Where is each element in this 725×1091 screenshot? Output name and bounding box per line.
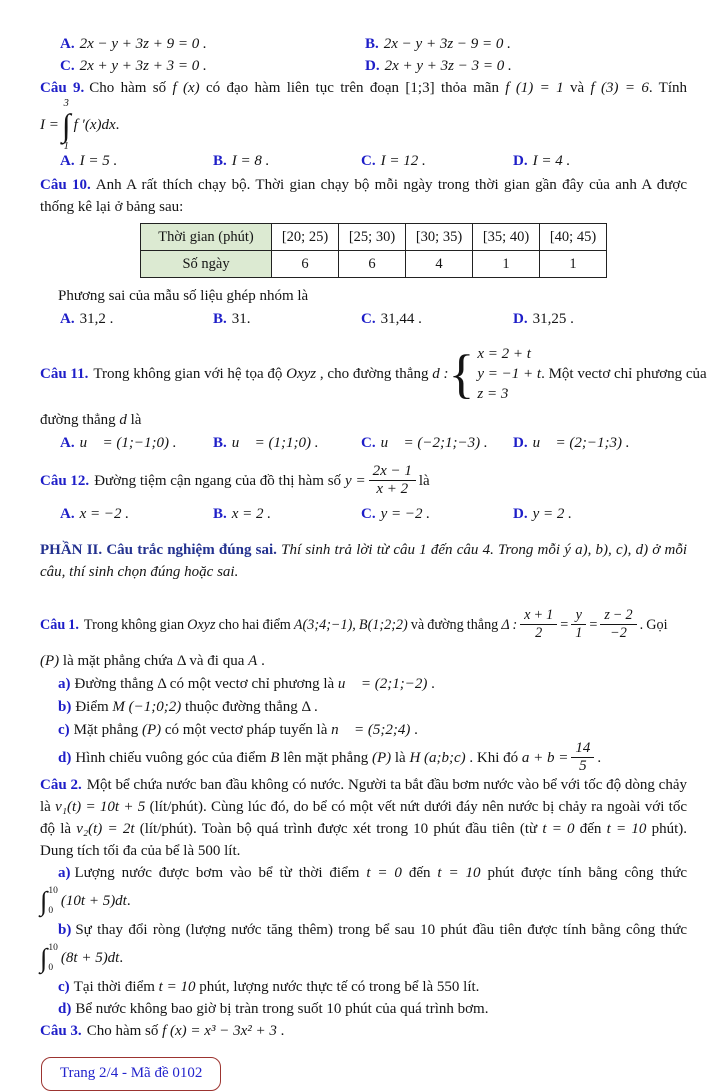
integrand: (10t + 5)dt xyxy=(60,892,127,909)
math-run: t = 0 xyxy=(366,865,402,881)
option-letter: A. xyxy=(60,435,75,451)
text-run: . xyxy=(410,722,418,738)
text-run: thuộc đường thẳng Δ . xyxy=(181,699,318,715)
option-text: 2x + y + 3z − 3 = 0 . xyxy=(384,58,512,74)
math-run: n⃗ = (5;2;4) xyxy=(331,722,411,738)
fraction-3 xyxy=(600,607,636,642)
text-run: Trong không gian xyxy=(83,616,188,633)
option-text: 31,2 . xyxy=(79,311,114,327)
option-text: 2x − y + 3z + 9 = 0 . xyxy=(79,36,207,52)
integral-lhs: I = xyxy=(40,116,59,133)
stem-right: . Một vectơ chỉ phương của xyxy=(541,365,707,382)
denominator: 2 xyxy=(535,624,543,641)
math-run: t = 0 xyxy=(542,821,575,837)
question-label: Câu 2. xyxy=(40,777,82,793)
question-11-stem xyxy=(40,339,707,409)
question-12-options xyxy=(40,503,687,525)
question-11 xyxy=(40,339,707,455)
table-header-cell: Thời gian (phút) xyxy=(141,224,272,251)
text-run: [1;3] xyxy=(405,80,435,96)
statement-marker: a) xyxy=(58,865,71,881)
numerator: 2x − 1 xyxy=(369,463,416,481)
question-9-stem xyxy=(40,77,687,99)
table-cell: 6 xyxy=(339,251,406,278)
text-run: . xyxy=(257,653,265,669)
integral-symbol xyxy=(40,943,58,973)
question-1-stem-line2 xyxy=(40,649,687,673)
math-run: v₁(t) = 10t + 5 xyxy=(55,799,146,815)
part2-instruction: Thí sinh trả lời từ câu 1 đến câu 4. Trong mỗi ý a), b), c), d) ở mỗi câu, thí sinh chọn đúng hoặc sai. xyxy=(40,542,687,580)
table-cell: 1 xyxy=(473,251,540,278)
option-d xyxy=(513,150,687,172)
text-run: và xyxy=(563,80,591,96)
option-text: x = −2 . xyxy=(79,506,129,522)
numerator: y xyxy=(571,607,586,625)
option-letter: D. xyxy=(513,311,528,327)
period: . xyxy=(119,949,124,966)
option-letter: D. xyxy=(513,435,528,451)
option-text: I = 5 . xyxy=(79,153,118,169)
option-text: 2x + y + 3z + 3 = 0 . xyxy=(79,58,207,74)
text-run: có một vectơ pháp tuyến là xyxy=(161,722,332,738)
math-run: (P) xyxy=(141,722,162,738)
left-brace: { xyxy=(448,344,475,404)
option-b xyxy=(213,308,361,330)
option-letter: D. xyxy=(513,153,528,169)
option-letter: A. xyxy=(60,153,75,169)
stem-tail: . Gọi xyxy=(639,616,668,633)
math-run: u⃗ = (2;1;−2) xyxy=(337,676,428,692)
option-letter: C. xyxy=(361,153,376,169)
integral-lower-bound: 0 xyxy=(48,963,54,973)
statement-d xyxy=(40,739,687,774)
page-number-label: Trang 2/4 - Mã đề 0102 xyxy=(60,1065,203,1081)
table-cell: 1 xyxy=(540,251,607,278)
statement-marker: d) xyxy=(58,1001,72,1017)
option-text: y = 2 . xyxy=(532,506,572,522)
option-text: u⃗ = (1;−1;0) . xyxy=(79,435,177,451)
math-run: f (1) = 1 xyxy=(505,80,564,96)
text-run: phút được tính bằng công thức xyxy=(480,865,687,881)
stem-text xyxy=(84,617,517,634)
text-run: Lượng nước được bơm vào bể từ thời điểm xyxy=(74,865,367,881)
integral-lower-bound: 0 xyxy=(48,906,54,916)
option-a xyxy=(60,150,213,172)
option-text: I = 8 . xyxy=(231,153,270,169)
text-run: có đạo hàm liên tục trên đoạn xyxy=(199,80,406,96)
integral-bounds xyxy=(47,943,58,973)
text-run: Tại thời điểm xyxy=(73,979,159,995)
equation-lhs: y = xyxy=(345,472,366,489)
text-run: cho hai điểm xyxy=(215,616,294,633)
math-run: (P) xyxy=(40,653,60,669)
text-run: phút, lượng nước thực tế có trong bể là 550 lít. xyxy=(195,979,480,995)
period: . xyxy=(597,749,602,766)
question-11-options xyxy=(40,431,687,455)
stem-tail: là xyxy=(418,472,430,489)
statement-text xyxy=(75,676,435,692)
option-text: 2x − y + 3z − 9 = 0 . xyxy=(383,36,511,52)
text-run: lên mặt phẳng xyxy=(279,749,372,766)
table-cell: 4 xyxy=(406,251,473,278)
text-run: Cho hàm số xyxy=(89,80,173,96)
text-run: (lít/phút). Cùng lúc đó, do bể có một vết nứt dưới đáy nên nước bị chảy ra ngoài với tốc độ là xyxy=(40,799,687,837)
stem-text: Đường tiệm cận ngang của đồ thị hàm số xyxy=(94,472,342,489)
fraction-1 xyxy=(520,607,557,642)
table-row-header xyxy=(141,224,607,251)
stem-text xyxy=(89,80,687,96)
option-letter: B. xyxy=(213,435,227,451)
math-run: v₂(t) = 2t xyxy=(76,821,135,837)
math-run: d xyxy=(119,412,127,428)
stem-text xyxy=(40,777,687,859)
option-c xyxy=(60,55,365,77)
option-a xyxy=(60,503,213,525)
statement-text xyxy=(74,722,418,738)
statement-a xyxy=(40,673,687,696)
fraction xyxy=(571,740,594,775)
option-c xyxy=(361,150,513,172)
table-cell: [20; 25) xyxy=(272,224,339,251)
text-run: . xyxy=(276,1023,285,1039)
text-run: đến xyxy=(574,821,607,837)
statement-a xyxy=(40,862,687,884)
integral-bounds xyxy=(47,886,58,916)
option-c xyxy=(361,503,513,525)
math-run: f (x) xyxy=(172,80,200,96)
system-lines xyxy=(474,344,541,404)
prev-question-options-row-1 xyxy=(40,33,687,55)
text-run: Trong không gian với hệ tọa độ xyxy=(93,365,287,382)
option-text: 31,25 . xyxy=(532,311,574,327)
option-a xyxy=(60,308,213,330)
question-2-stem xyxy=(40,774,687,862)
statement-marker: b) xyxy=(58,699,72,715)
option-text: I = 4 . xyxy=(532,153,571,169)
integral-glyph: ∫ xyxy=(61,106,71,143)
denominator: 5 xyxy=(579,757,587,774)
option-letter: C. xyxy=(361,506,376,522)
math-run: a + b = xyxy=(521,749,569,766)
math-run: A xyxy=(248,653,258,669)
statement-b-integral xyxy=(40,942,687,974)
equation-system xyxy=(448,344,541,404)
math-run: Oxyz xyxy=(187,616,216,633)
math-run: f (3) = 6 xyxy=(590,80,649,96)
stem-text xyxy=(93,366,448,382)
option-a xyxy=(60,33,365,55)
frequency-table xyxy=(140,223,607,278)
numerator: x + 1 xyxy=(520,607,557,625)
option-text: u⃗ = (−2;1;−3) . xyxy=(380,435,488,451)
option-b xyxy=(213,150,361,172)
option-b xyxy=(213,431,361,455)
text-run: đường thẳng xyxy=(40,412,120,428)
option-letter: C. xyxy=(361,435,376,451)
option-d xyxy=(513,308,687,330)
text-run: Cho hàm số xyxy=(86,1023,163,1039)
statement-b xyxy=(40,696,687,719)
period: . xyxy=(115,116,120,133)
math-run: B xyxy=(270,749,280,766)
question-label: Câu 9. xyxy=(40,80,85,96)
denominator: x + 2 xyxy=(376,480,409,497)
option-text: 31. xyxy=(231,311,251,327)
integrand: (8t + 5)dt xyxy=(60,949,120,966)
part2-question-3 xyxy=(40,1020,687,1043)
system-line: z = 3 xyxy=(477,386,509,402)
stem-left xyxy=(40,364,448,385)
integral-upper-bound: 10 xyxy=(48,886,58,896)
statement-text xyxy=(75,865,687,881)
math-run: H (a;b;c) xyxy=(409,749,466,766)
option-text: x = 2 . xyxy=(231,506,272,522)
numerator: 14 xyxy=(571,740,594,758)
option-text: u⃗ = (2;−1;3) . xyxy=(532,435,630,451)
option-b xyxy=(365,33,687,55)
integral-upper-bound: 10 xyxy=(48,943,58,953)
option-c xyxy=(361,431,513,455)
text-run: thỏa mãn xyxy=(434,80,506,96)
math-run: M (−1;0;2) xyxy=(112,699,182,715)
text-run: . Tính xyxy=(648,80,688,96)
statement-marker: c) xyxy=(58,722,70,738)
option-d xyxy=(513,503,687,525)
question-12 xyxy=(40,459,687,525)
table-row-values xyxy=(141,251,607,278)
statement-text xyxy=(75,1001,488,1017)
option-letter: B. xyxy=(213,311,227,327)
statement-text xyxy=(75,699,317,715)
question-12-stem xyxy=(40,459,687,503)
text-run: . xyxy=(427,676,435,692)
statement-a-integral xyxy=(40,885,687,917)
table-cell: [40; 45) xyxy=(540,224,607,251)
fraction xyxy=(369,463,416,498)
text-run: Đường thẳng Δ có một vectơ chỉ phương là xyxy=(74,676,338,692)
statement-c xyxy=(40,976,687,998)
question-label: Câu 3. xyxy=(40,1023,82,1039)
option-letter: D. xyxy=(513,506,528,522)
table-cell: 6 xyxy=(272,251,339,278)
text-run: Sự thay đổi ròng (lượng nước tăng thêm) trong bể sau 10 phút đầu tiên được tính bằng công thức xyxy=(75,922,687,938)
option-text: y = −2 . xyxy=(380,506,430,522)
option-text: u⃗ = (1;1;0) . xyxy=(231,435,319,451)
page-footer-badge xyxy=(41,1057,221,1091)
text-run: Anh A rất thích chạy bộ. Thời gian chạy bộ mỗi ngày trong thời gian gần đây của anh A được thống kê lại ở bảng sau: xyxy=(40,177,687,215)
table-cell: [35; 40) xyxy=(473,224,540,251)
question-11-stem-line2 xyxy=(40,409,687,431)
text-run: (lít/phút). Toàn bộ quá trình được xét trong 10 phút đầu tiên (từ xyxy=(134,821,543,837)
prev-question-options-row-2 xyxy=(40,55,687,77)
text-run: phút). Dung tích tối đa của bể là 500 lít. xyxy=(40,821,687,859)
question-10-options xyxy=(40,308,687,330)
integrand: f ′(x)dx xyxy=(73,116,116,133)
option-text: 31,44 . xyxy=(380,311,422,327)
option-letter: C. xyxy=(361,311,376,327)
integral-upper-bound: 3 xyxy=(63,97,69,109)
question-9 xyxy=(40,77,687,172)
math-run: Δ : xyxy=(501,616,518,633)
text-run: , cho đường thẳng xyxy=(316,365,433,382)
table-header-cell: Số ngày xyxy=(141,251,272,278)
text-run: Một bể chứa nước ban đầu không có nước. Người ta bắt đầu bơm nước vào bể với tốc độ dòng chảy là xyxy=(40,777,687,815)
integral-symbol xyxy=(61,97,71,152)
option-letter: A. xyxy=(60,36,75,52)
text-run: Hình chiếu vuông góc của điểm xyxy=(75,749,271,766)
text-run: Điểm xyxy=(75,699,113,715)
statement-text xyxy=(75,922,687,938)
statement-marker: c) xyxy=(58,979,70,995)
integral-glyph: ∫ xyxy=(40,943,48,973)
fraction-2 xyxy=(571,607,586,642)
stem-text xyxy=(40,177,687,215)
part2-heading xyxy=(40,539,687,583)
option-letter: D. xyxy=(365,58,380,74)
text-run: đến xyxy=(401,865,438,881)
question-label: Câu 10. xyxy=(40,177,91,193)
text-run: là xyxy=(391,749,410,766)
numerator: z − 2 xyxy=(600,607,636,625)
question-9-integral xyxy=(40,97,687,152)
math-run: t = 10 xyxy=(158,979,196,995)
statement-marker: a) xyxy=(58,676,71,692)
option-c xyxy=(361,308,513,330)
question-label: Câu 12. xyxy=(40,472,90,489)
text-run: là xyxy=(126,412,142,428)
text-run: Mặt phẳng xyxy=(73,722,142,738)
part2-title: PHẦN II. Câu trắc nghiệm đúng sai. xyxy=(40,542,277,558)
option-letter: B. xyxy=(213,153,227,169)
option-letter: A. xyxy=(60,311,75,327)
question-label: Câu 11. xyxy=(40,365,89,382)
question-1-stem xyxy=(40,601,687,649)
math-run: (P) xyxy=(371,749,392,766)
option-text: I = 12 . xyxy=(380,153,426,169)
integral-symbol xyxy=(40,886,58,916)
equals-sign: = xyxy=(560,616,569,633)
system-line: y = −1 + t xyxy=(477,366,542,382)
question-10-subtext: Phương sai của mẫu số liệu ghép nhóm là xyxy=(58,288,309,304)
option-d xyxy=(365,55,687,77)
part2-question-1 xyxy=(40,601,687,774)
math-run: Oxyz xyxy=(286,365,317,382)
integral-lower-bound: 1 xyxy=(63,140,69,152)
system-line: x = 2 + t xyxy=(477,346,531,362)
statement-marker: d) xyxy=(58,749,72,766)
math-run: d : xyxy=(432,365,449,382)
option-d xyxy=(513,431,687,455)
equals-sign: = xyxy=(589,616,598,633)
table-cell: [30; 35) xyxy=(406,224,473,251)
statement-b xyxy=(40,919,687,941)
option-a xyxy=(60,431,213,455)
option-letter: C. xyxy=(60,58,75,74)
math-run: f (x) = x³ − 3x² + 3 xyxy=(162,1023,277,1039)
statement-marker: b) xyxy=(58,922,72,938)
question-9-options xyxy=(40,150,687,172)
statement-text xyxy=(74,979,480,995)
text-run: Bể nước không bao giờ bị tràn trong suốt 10 phút của quá trình bơm. xyxy=(75,1001,489,1017)
question-label: Câu 1. xyxy=(40,616,79,633)
math-run: t = 10 xyxy=(606,821,647,837)
integral-glyph: ∫ xyxy=(40,886,48,916)
option-letter: B. xyxy=(213,506,227,522)
statement-text xyxy=(75,750,568,767)
text-run: . Khi đó xyxy=(465,749,522,766)
denominator: −2 xyxy=(610,624,627,641)
question-10-stem xyxy=(40,174,687,218)
option-b xyxy=(213,503,361,525)
question-10 xyxy=(40,174,687,330)
table-cell: [25; 30) xyxy=(339,224,406,251)
denominator: 1 xyxy=(575,624,583,641)
text-run: là mặt phẳng chứa Δ và đi qua xyxy=(59,653,249,669)
math-run: A(3;4;−1), B(1;2;2) xyxy=(293,616,408,633)
text-run: và đường thẳng xyxy=(407,616,502,633)
part2-question-2 xyxy=(40,774,687,1020)
option-letter: B. xyxy=(365,36,379,52)
option-letter: A. xyxy=(60,506,75,522)
period: . xyxy=(126,892,131,909)
statement-d xyxy=(40,998,687,1020)
stem-text xyxy=(87,1023,285,1039)
math-run: t = 10 xyxy=(437,865,481,881)
